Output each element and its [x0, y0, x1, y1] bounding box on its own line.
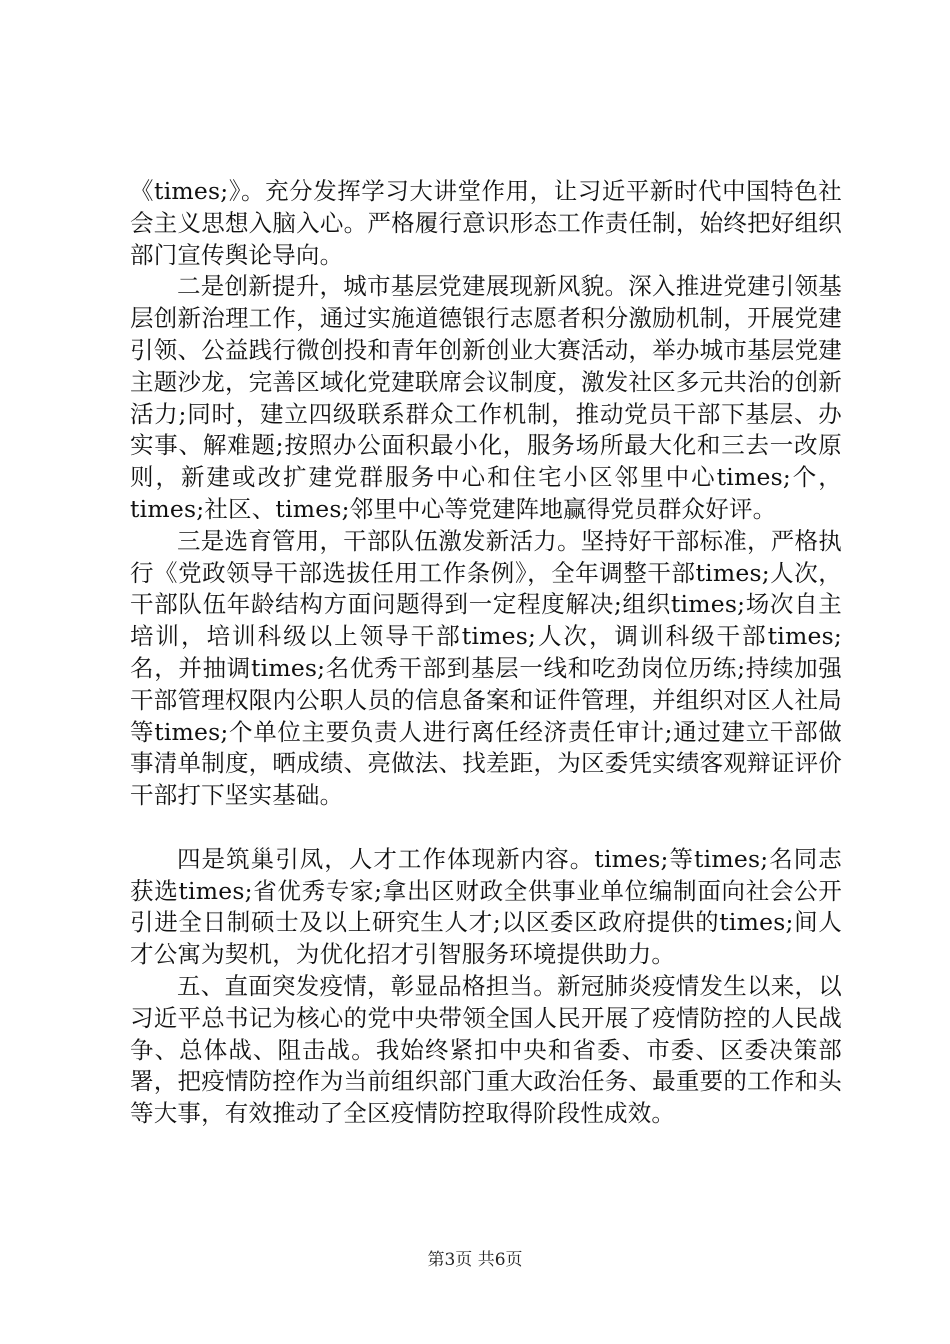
page-number-footer: 第3页 共6页 — [427, 1250, 523, 1270]
paragraph-talent-work: 四是筑巢引凤，人才工作体现新内容。times;等times;名同志获选times;省优秀专家;拿出区财政全供事业单位编制面向社会公开引进全日制硕士及以上研究生人才;以区委区政府提供的times;间人才公寓为契机，为优化招才引智服务环境提供助力。 — [130, 844, 842, 969]
document-body — [130, 176, 842, 1130]
paragraph-urban-party-building: 二是创新提升，城市基层党建展现新风貌。深入推进党建引领基层创新治理工作，通过实施道德银行志愿者积分激励机制，开展党建引领、公益践行微创投和青年创新创业大赛活动，举办城市基层党建主题沙龙，完善区域化党建联席会议制度，激发社区多元共治的创新活力;同时，建立四级联系群众工作机制，推动党员干部下基层、办实事、解难题;按照办公面积最小化，服务场所最大化和三去一改原则，新建或改扩建党群服务中心和住宅小区邻里中心times;个，times;社区、times;邻里中心等党建阵地赢得党员群众好评。 — [130, 272, 842, 523]
paragraph-epidemic-response: 五、直面突发疫情，彰显品格担当。新冠肺炎疫情发生以来，以习近平总书记为核心的党中央带领全国人民开展了疫情防控的人民战争、总体战、阻击战。我始终紧扣中央和省委、市委、区委决策部署，把疫情防控作为当前组织部门重大政治任务、最重要的工作和头等大事，有效推动了全区疫情防控取得阶段性成效。 — [130, 971, 842, 1128]
paragraph-cadre-team: 三是选育管用，干部队伍激发新活力。坚持好干部标准，严格执行《党政领导干部选拔任用工作条例》，全年调整干部times;人次，干部队伍年龄结构方面问题得到一定程度解决;组织times;场次自主培训，培训科级以上领导干部times;人次，调训科级干部times;名，并抽调times;名优秀干部到基层一线和吃劲岗位历练;持续加强干部管理权限内公职人员的信息备案和证件管理，并组织对区人社局等times;个单位主要负责人进行离任经济责任审计;通过建立干部做事清单制度，晒成绩、亮做法、找差距，为区委凭实绩客观辩证评价干部打下坚实基础。 — [130, 526, 842, 810]
paragraph-continuation: 《times;》。充分发挥学习大讲堂作用，让习近平新时代中国特色社会主义思想入脑入心。严格履行意识形态工作责任制，始终把好组织部门宣传舆论导向。 — [130, 177, 842, 269]
